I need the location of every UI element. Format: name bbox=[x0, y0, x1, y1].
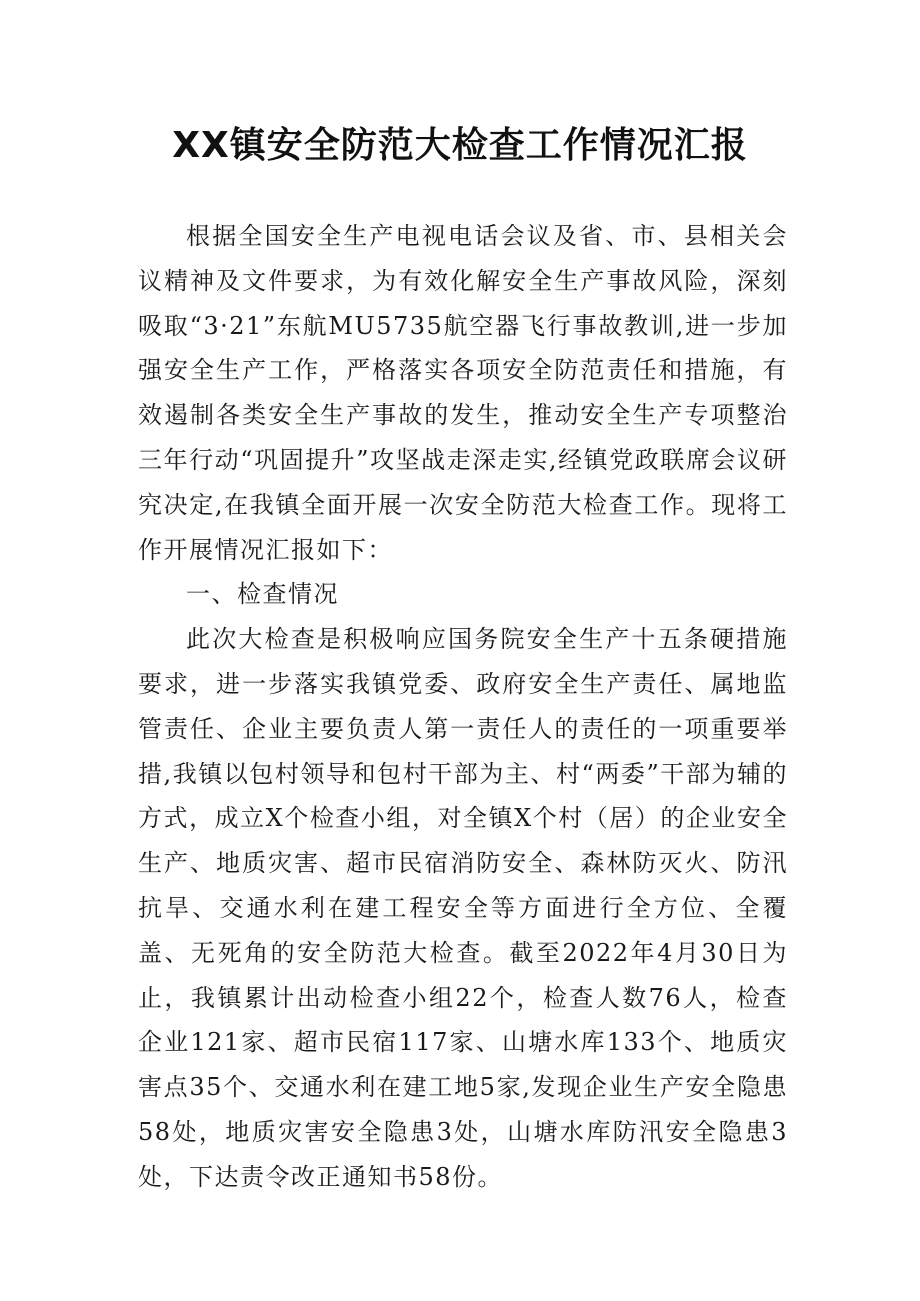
document-body bbox=[138, 214, 788, 1200]
inspection-paragraph: 此次大检查是积极响应国务院安全生产十五条硬措施要求，进一步落实我镇党委、政府安全生产责任、属地监管责任、企业主要负责人第一责任人的责任的一项重要举措,我镇以包村领导和包村干部为主、村“两委”干部为辅的方式，成立X个检查小组，对全镇X个村（居）的企业安全生产、地质灾害、超市民宿消防安全、森林防灭火、防汛抗旱、交通水利在建工程安全等方面进行全方位、全覆盖、无死角的安全防范大检查。截至2022年4月30日为止，我镇累计出动检查小组22个，检查人数76人，检查企业121家、超市民宿117家、山塘水库133个、地质灾害点35个、交通水利在建工地5家,发现企业生产安全隐患58处，地质灾害安全隐患3处，山塘水库防汛安全隐患3处，下达责令改正通知书58份。 bbox=[138, 625, 788, 1191]
section-heading-inspection: 一、检查情况 bbox=[186, 580, 339, 609]
intro-paragraph: 根据全国安全生产电视电话会议及省、市、县相关会议精神及文件要求，为有效化解安全生产事故风险，深刻吸取“3·21”东航MU5735航空器飞行事故教训,进一步加强安全生产工作，严格落实各项安全防范责任和措施，有效遏制各类安全生产事故的发生，推动安全生产专项整治三年行动“巩固提升”攻坚战走深走实,经镇党政联席会议研究决定,在我镇全面开展一次安全防范大检查工作。现将工作开展情况汇报如下： bbox=[138, 222, 788, 564]
document-title: XX镇安全防范大检查工作情况汇报 bbox=[172, 125, 748, 166]
